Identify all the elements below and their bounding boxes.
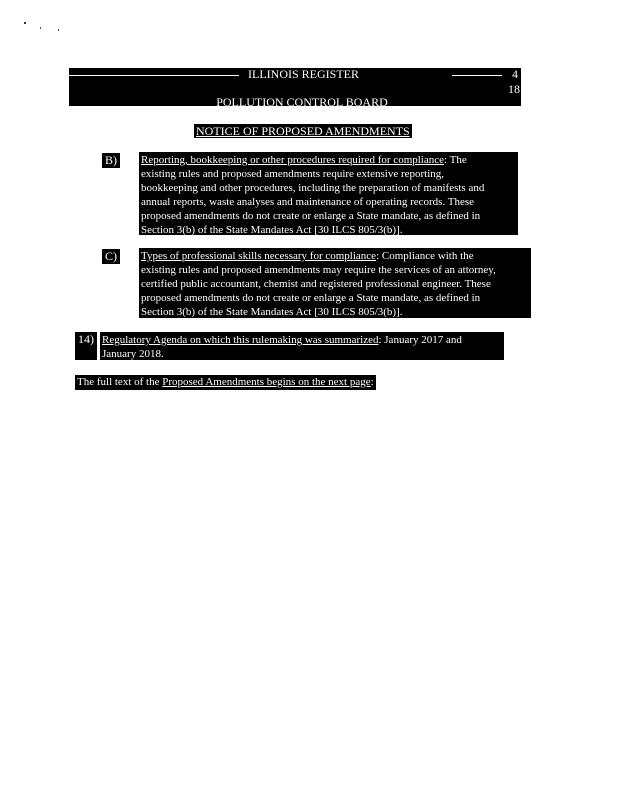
closing-link: Proposed Amendments begins on the next page — [162, 376, 371, 388]
header-rule-right — [452, 75, 502, 76]
register-title: ILLINOIS REGISTER — [248, 67, 359, 81]
item-14-paragraph — [100, 332, 504, 360]
item-b-line-5: proposed amendments do not create or enlarge a State mandate, as defined in — [141, 210, 481, 222]
item-14-heading: Regulatory Agenda on which this rulemaking was summarized — [102, 334, 379, 346]
item-b-line-6: Section 3(b) of the State Mandates Act [30 ILCS 805/3(b)]. — [141, 224, 403, 236]
item-b-heading: Reporting, bookkeeping or other procedures required for compliance — [141, 154, 445, 166]
item-c-heading: Types of professional skills necessary for compliance — [141, 250, 377, 262]
closing-line — [75, 375, 376, 390]
item-c-line-4: proposed amendments do not create or enlarge a State mandate, as defined in — [141, 292, 481, 304]
closing-suffix: : — [370, 376, 374, 388]
item-b-line-4: annual reports, waste analyses and maintenance of operating records. These — [141, 196, 475, 208]
item-c-line-1: Types of professional skills necessary for compliance: Compliance with the — [141, 250, 474, 262]
closing-prefix: The full text of the — [77, 376, 163, 388]
item-b-label: B) — [102, 153, 120, 168]
item-c-line-3: certified public accountant, chemist and registered professional engineer. These — [141, 278, 491, 290]
item-c-paragraph — [139, 248, 531, 318]
register-year: 18 — [508, 82, 520, 96]
item-14-line-1: Regulatory Agenda on which this rulemaking was summarized: January 2017 and — [102, 334, 462, 346]
item-b-paragraph — [139, 152, 518, 235]
notice-title: NOTICE OF PROPOSED AMENDMENTS — [196, 124, 410, 138]
board-name: POLLUTION CONTROL BOARD — [216, 95, 388, 109]
item-14-line-2: January 2018. — [102, 348, 164, 360]
page-number: 4 — [512, 67, 518, 81]
item-b-line-3: bookkeeping and other procedures, including the preparation of manifests and — [141, 182, 485, 194]
item-c-label: C) — [102, 249, 120, 264]
header-rule-left — [69, 75, 239, 76]
item-14-label: 14) — [75, 332, 97, 360]
item-b-line-1: Reporting, bookkeeping or other procedures required for compliance: The — [141, 154, 467, 166]
item-c-line-2: existing rules and proposed amendments may require the services of an attorney, — [141, 264, 496, 276]
scan-specks — [22, 16, 72, 36]
item-c-line-5: Section 3(b) of the State Mandates Act [30 ILCS 805/3(b)]. — [141, 306, 403, 318]
item-b-line-2: existing rules and proposed amendments require extensive reporting, — [141, 168, 445, 180]
